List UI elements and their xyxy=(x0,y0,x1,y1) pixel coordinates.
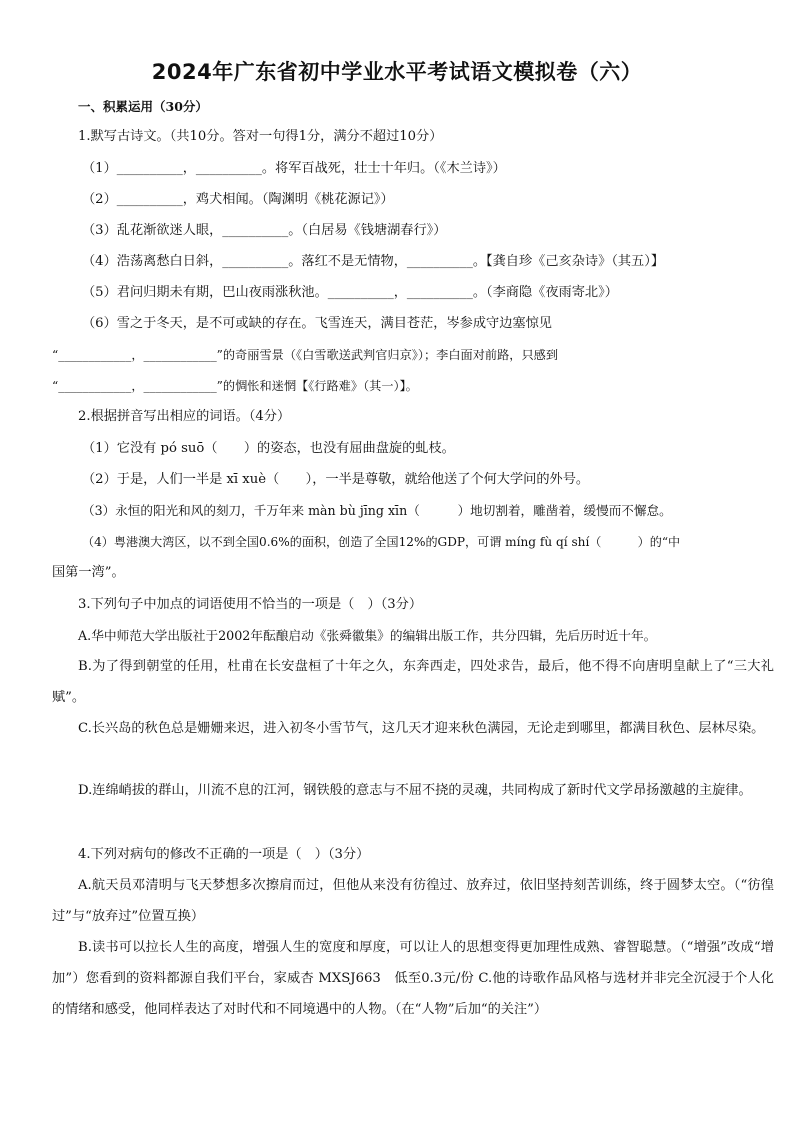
q3-option-d: D.连绵峭拔的群山，川流不息的江河，钢铁般的意志与不屈不挠的灵魂，共同构成了新时代文学昂扬激越的主旋律。 xyxy=(78,783,752,798)
q1-item: （2）__________，鸡犬相闻。（陶渊明《桃花源记》） xyxy=(82,192,394,207)
q4-option-bc: B.读书可以拉长人生的高度，增强人生的宽度和厚度，可以让人的思想变得更加理性成熟、睿智聪慧。（“增强”改成“增加”）您看到的资料都源自我们平台，家威杏 MXSJ663 低至0.3元/份 C.他的诗歌作品风格与选材并非完全沉浸于个人化的情绪和感受，他同样表达了对时代和不同境遇中的人物。（在“人物”后加“的关注”） xyxy=(52,940,774,1017)
q1-item: （5）君问归期未有期，巴山夜雨涨秋池。__________，__________。（李商隐《夜雨寄北》） xyxy=(82,285,618,300)
q2-item: （1）它没有 pó suō（ ）的姿态，也没有屈曲盘旋的虬枝。 xyxy=(82,441,455,456)
q1-item: （4）浩荡离愁白日斜，__________。落红不是无情物，__________。【龚自珍《己亥杂诗》（其五）】 xyxy=(82,254,665,269)
q1-item: （6）雪之于冬天，是不可或缺的存在。飞雪连天，满目苍茫，岑参成守边塞惊见 xyxy=(82,316,552,331)
q3-option-a: A.华中师范大学出版社于2002年酝酿启动《张舜徽集》的编辑出版工作，共分四辑，先后历时近十年。 xyxy=(78,628,657,643)
q3-option-b: B.为了得到朝堂的任用，杜甫在长安盘桓了十年之久，东奔西走，四处求告，最后，他不得不向唐明皇献上了“三大礼赋”。 xyxy=(52,659,774,705)
page-title: 2024年广东省初中学业水平考试语文模拟卷（六） xyxy=(151,60,643,84)
q2-stem: 2.根据拼音写出相应的词语。（4分） xyxy=(78,409,291,424)
q1-item: （1）__________，__________。将军百战死，壮士十年归。（《木兰诗》） xyxy=(82,161,506,176)
q4-option-a: A.航天员邓清明与飞天梦想多次擦肩而过，但他从来没有彷徨过、放弃过，依旧坚持刻苦训练，终于圆梦太空。（“彷徨过”与“放弃过”位置互换） xyxy=(52,878,774,924)
q2-item: （4）粤港澳大湾区，以不到全国0.6%的面积，创造了全国12%的GDP，可谓 míng fù qí shí（ ）的“中 xyxy=(82,535,681,549)
q3-stem: 3.下列句子中加点的词语使用不恰当的一项是（ ）（3分） xyxy=(78,597,423,612)
q2-item: （3）永恒的阳光和风的刻刀，千万年来 màn bù jīng xīn（ ）地切割着，雕凿着，缓慢而不懈怠。 xyxy=(82,503,672,518)
section-heading: 一、积累运用（30分） xyxy=(78,99,208,114)
q1-item: “____________，____________”的奇丽雪景（《白雪歌送武判官归京》）；李白面对前路，只感到 xyxy=(52,348,559,362)
q2-item: （2）于是，人们一半是 xī xuè（ ），一半是尊敬，就给他送了个何大学问的外号。 xyxy=(82,472,590,487)
q2-item: 国第一湾”。 xyxy=(52,565,125,580)
q3-option-c: C.长兴岛的秋色总是姗姗来迟，进入初冬小雪节气，这几天才迎来秋色满园，无论走到哪里，都满目秋色、层林尽染。 xyxy=(78,721,765,736)
q1-item: “____________，____________”的惆怅和迷惘【《行路难》（其一）】。 xyxy=(52,379,418,393)
q1-item: （3）乱花渐欲迷人眼，__________。（白居易《钱塘湖春行》） xyxy=(82,223,447,238)
q4-stem: 4.下列对病句的修改不正确的一项是（ ）（3分） xyxy=(78,847,370,862)
q1-stem: 1.默写古诗文。（共10分。答对一句得1分，满分不超过10分） xyxy=(78,129,443,144)
